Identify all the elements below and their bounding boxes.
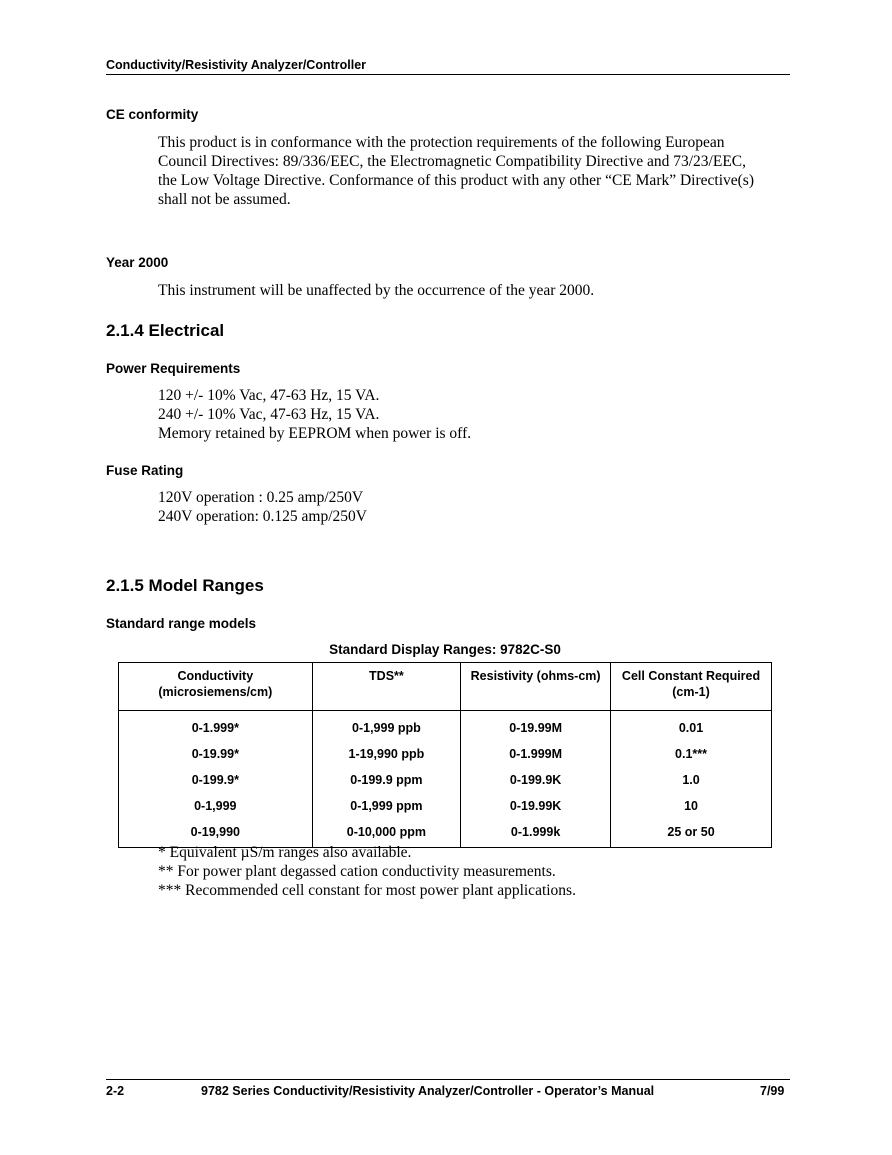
section-heading-electrical: 2.1.4 Electrical [106, 321, 225, 340]
display-ranges-table [118, 662, 772, 848]
table-cell: 10 [611, 793, 772, 819]
header-line: TDS** [369, 669, 404, 683]
ce-conformity-heading: CE conformity [106, 107, 199, 122]
footer-rule [106, 1079, 790, 1080]
footer-title: 9782 Series Conductivity/Resistivity Analyzer/Controller - Operator’s Manual [201, 1084, 655, 1098]
fuse-line: 120V operation : 0.25 amp/250V [158, 489, 364, 506]
table-cell: 0-199.9* [119, 767, 313, 793]
header-rule [106, 74, 790, 75]
table-cell: 0-1.999* [119, 711, 313, 742]
header-line: Resistivity (ohms-cm) [470, 669, 601, 683]
standard-range-models-heading: Standard range models [106, 616, 257, 631]
fuse-line: 240V operation: 0.125 amp/250V [158, 508, 367, 525]
paragraph-line: Council Directives: 89/336/EEC, the Electromagnetic Compatibility Directive and 73/23/EEC, [158, 153, 747, 170]
table-cell: 1-19,990 ppb [312, 741, 461, 767]
header-line: (microsiemens/cm) [158, 685, 273, 699]
table-header-row [119, 663, 772, 711]
running-header: Conductivity/Resistivity Analyzer/Controller [106, 58, 367, 72]
table-footnotes [158, 843, 576, 900]
year-2000-heading: Year 2000 [106, 255, 169, 270]
table-cell: 0-19.99M [461, 711, 611, 742]
footnote: *** Recommended cell constant for most power plant applications. [158, 882, 576, 899]
table-cell: 0-19.99* [119, 741, 313, 767]
table-cell: 1.0 [611, 767, 772, 793]
table-row [119, 767, 772, 793]
header-line: Conductivity [177, 669, 254, 683]
table-cell: 0-1,999 [119, 793, 313, 819]
column-header-tds [312, 663, 461, 711]
power-requirements-heading: Power Requirements [106, 361, 241, 376]
power-line: 240 +/- 10% Vac, 47-63 Hz, 15 VA. [158, 406, 380, 423]
footer-date: 7/99 [760, 1084, 785, 1098]
fuse-rating-list [158, 488, 798, 526]
column-header-cell-constant [611, 663, 772, 711]
footer-page-number: 2-2 [106, 1084, 125, 1098]
section-heading-model-ranges: 2.1.5 Model Ranges [106, 576, 264, 595]
table-cell: 0.1*** [611, 741, 772, 767]
power-line: 120 +/- 10% Vac, 47-63 Hz, 15 VA. [158, 387, 380, 404]
table-cell: 0-19.99K [461, 793, 611, 819]
table-cell: 25 or 50 [611, 819, 772, 848]
table-cell: 0-199.9 ppm [312, 767, 461, 793]
power-line: Memory retained by EEPROM when power is off. [158, 425, 472, 442]
paragraph-line: shall not be assumed. [158, 191, 291, 208]
paragraph-line: This instrument will be unaffected by the occurrence of the year 2000. [158, 282, 595, 299]
table-cell: 0-10,000 ppm [312, 819, 461, 848]
power-requirements-list [158, 386, 798, 443]
table-cell: 0.01 [611, 711, 772, 742]
ce-conformity-paragraph [158, 133, 798, 209]
table-row [119, 741, 772, 767]
column-header-resistivity [461, 663, 611, 711]
fuse-rating-heading: Fuse Rating [106, 463, 184, 478]
year-2000-paragraph [158, 281, 798, 300]
table-cell: 0-19,990 [119, 819, 313, 848]
table-cell: 0-1,999 ppm [312, 793, 461, 819]
footnote: ** For power plant degassed cation conductivity measurements. [158, 863, 556, 880]
table-cell: 0-1,999 ppb [312, 711, 461, 742]
table-caption: Standard Display Ranges: 9782C-S0 [329, 642, 561, 657]
table-cell: 0-199.9K [461, 767, 611, 793]
paragraph-line: the Low Voltage Directive. Conformance of this product with any other “CE Mark” Directive(s) [158, 172, 755, 189]
table-cell: 0-1.999M [461, 741, 611, 767]
column-header-conductivity [119, 663, 313, 711]
table-row [119, 793, 772, 819]
footnote: * Equivalent µS/m ranges also available. [158, 844, 412, 861]
header-line: (cm-1) [672, 685, 710, 699]
paragraph-line: This product is in conformance with the protection requirements of the following European [158, 134, 725, 151]
table-cell: 0-1.999k [461, 819, 611, 848]
table-row [119, 711, 772, 742]
header-line: Cell Constant Required [621, 669, 761, 683]
